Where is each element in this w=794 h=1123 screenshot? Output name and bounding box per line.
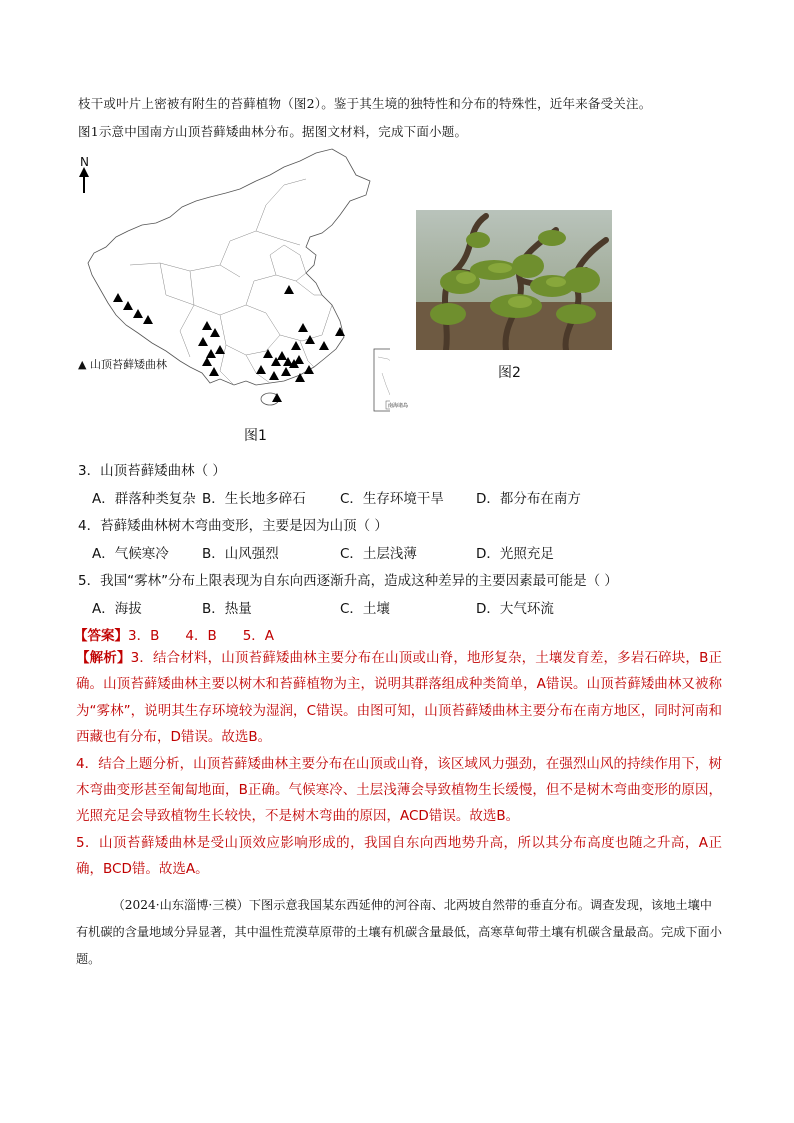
q3-option-b: B．生长地多碎石 (202, 491, 306, 507)
q5-option-a: A．海拔 (92, 601, 142, 617)
q5-option-b: B．热量 (202, 601, 252, 617)
map-legend: ▲ 山顶苔藓矮曲林 (78, 358, 167, 371)
china-map (70, 145, 390, 445)
question-5-stem: 5．我国“雾林”分布上限表现为自东向西逐渐升高，造成这种差异的主要因素最可能是（ ） (78, 573, 618, 589)
answer-label: 【答案】 (74, 628, 128, 644)
q3-option-c: C．生存环境干旱 (340, 491, 444, 507)
intro-line-2: 图1示意中国南方山顶苔藓矮曲林分布。据图文材料，完成下面小题。 (78, 124, 468, 139)
figure-2-photo (416, 210, 612, 350)
figure-1-map (70, 145, 409, 445)
answer-3: 3．B (128, 628, 160, 644)
answer-line (74, 624, 274, 644)
moss-forest-photo (416, 210, 612, 350)
analysis-q3: 【解析】3．结合材料，山顶苔藓矮曲林主要分布在山顶或山脊，地形复杂，土壤发育差，多岩石碎块，B正确。山顶苔藓矮曲林主要以树木和苔藓植物为主，说明其群落组成种类简单，A错误。山顶苔藓矮曲林又被称为“雾林”，说明其生存环境较为湿润，C错误。由图可知，山顶苔藓矮曲林主要分布在南方地区，同时河南和西藏也有分布，D错误。故选B。 (76, 650, 722, 746)
q4-option-d: D．光照充足 (476, 546, 554, 562)
analysis-q5: 5．山顶苔藓矮曲林是受山顶效应影响形成的，我国自东向西地势升高，所以其分布高度也随之升高，A正确，BCD错。故选A。 (76, 834, 722, 878)
q5-option-d: D．大气环流 (476, 601, 554, 617)
q4-option-c: C．土层浅薄 (340, 546, 417, 562)
q4-option-a: A．气候寒冷 (92, 546, 169, 562)
q3-option-d: D．都分布在南方 (476, 491, 581, 507)
q4-option-b: B．山风强烈 (202, 546, 279, 562)
intro-line-1: 枝干或叶片上密被有附生的苔藓植物（图2）。鉴于其生境的独特性和分布的特殊性，近年来备受关注。 (78, 96, 652, 111)
question-3-stem: 3．山顶苔藓矮曲林（ ） (78, 463, 226, 479)
answer-5: 5．A (242, 628, 275, 644)
north-label: N (80, 155, 89, 169)
answer-4: 4．B (185, 628, 217, 644)
question-4-stem: 4．苔藓矮曲林树木弯曲变形，主要是因为山顶（ ） (78, 518, 388, 534)
figure-2-caption: 图2 (498, 365, 521, 381)
q5-option-c: C．土壤 (340, 601, 390, 617)
analysis-block (76, 645, 722, 883)
next-section-intro: （2024·山东淄博·三模）下图示意我国某东西延伸的河谷南、北两坡自然带的垂直分布。调查发现，该地土壤中有机碳的含量地域分异显著，其中温性荒漠草原带的土壤有机碳含量最低，高寒草甸带土壤有机碳含量最高。完成下面小题。 (76, 898, 722, 966)
question-3-options (92, 487, 581, 507)
inset-label: 南海诸岛 (388, 403, 409, 409)
q3-option-a: A．群落种类复杂 (92, 491, 196, 507)
question-4-options (92, 542, 554, 562)
question-5-options (92, 597, 554, 617)
figure-1-caption: 图1 (244, 428, 267, 444)
analysis-q4: 4．结合上题分析，山顶苔藓矮曲林主要分布在山顶或山脊，该区域风力强劲，在强烈山风的持续作用下，树木弯曲变形甚至匍匐地面，B正确。气候寒冷、土层浅薄会导致植物生长缓慢，但不是树木弯曲变形的原因，光照充足会导致植物生长较快，不是树木弯曲的原因，ACD错误。故选B。 (76, 755, 722, 825)
analysis-label: 【解析】 (76, 650, 131, 666)
